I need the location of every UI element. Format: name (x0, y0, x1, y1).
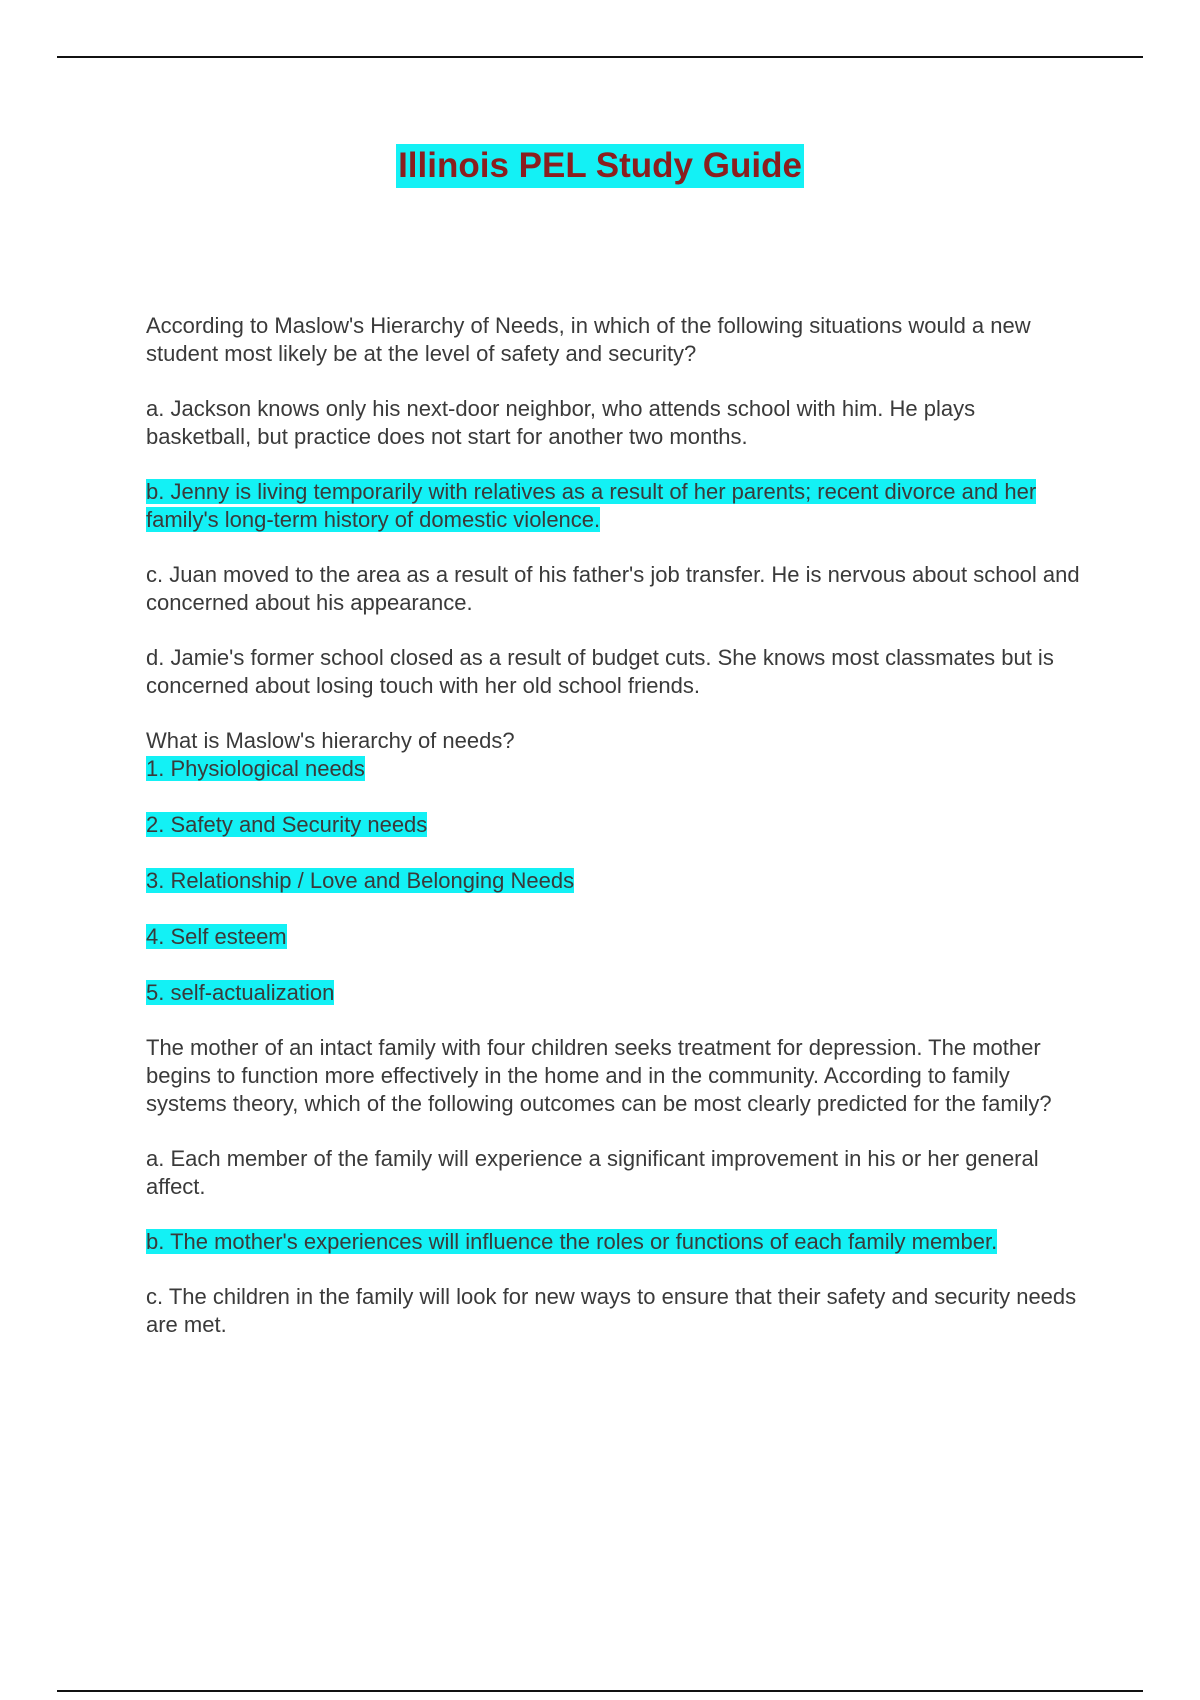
q2-answer-4 (146, 923, 1086, 951)
q2-answer-5-text: 5. self-actualization (146, 980, 335, 1005)
q2-answer-5 (146, 979, 1086, 1007)
q1-option-d-text: d. Jamie's former school closed as a result of budget cuts. She knows most classmates but is concerned about losing touch with her old school friends. (146, 645, 1054, 698)
q1-option-b-correct (146, 478, 1086, 534)
q3-option-b-correct (146, 1228, 1086, 1256)
q2-answer-1-text: 1. Physiological needs (146, 756, 365, 781)
document-body (146, 312, 1086, 1366)
q1-option-a (146, 395, 1086, 451)
q3-option-c (146, 1283, 1086, 1339)
q2-answer-4-text: 4. Self esteem (146, 924, 287, 949)
title-container (0, 144, 1200, 188)
page-title: Illinois PEL Study Guide (396, 144, 804, 188)
q2-answer-1 (146, 755, 1086, 783)
q3-option-b-text: b. The mother's experiences will influence the roles or functions of each family member. (146, 1229, 998, 1254)
q3-option-a (146, 1145, 1086, 1201)
q1-option-c (146, 561, 1086, 617)
q1-question: According to Maslow's Hierarchy of Needs, in which of the following situations would a new student most likely be at the level of safety and security? (146, 313, 1031, 366)
q1-option-d (146, 644, 1086, 700)
top-rule (57, 56, 1143, 58)
bottom-rule (57, 1690, 1143, 1692)
q1-option-a-text: a. Jackson knows only his next-door neighbor, who attends school with him. He plays basketball, but practice does not start for another two months. (146, 396, 976, 449)
q2-question: What is Maslow's hierarchy of needs? (146, 728, 515, 753)
q2-answer-3 (146, 867, 1086, 895)
q1-option-c-text: c. Juan moved to the area as a result of his father's job transfer. He is nervous about school and concerned about his appearance. (146, 562, 1080, 615)
q1-option-b-text: b. Jenny is living temporarily with relatives as a result of her parents; recent divorce and her family's long-term history of domestic violence. (146, 479, 1037, 532)
q2-answer-2-text: 2. Safety and Security needs (146, 812, 428, 837)
q3-option-a-text: a. Each member of the family will experience a significant improvement in his or her general affect. (146, 1146, 1039, 1199)
q3-question: The mother of an intact family with four children seeks treatment for depression. The mother begins to function more effectively in the home and in the community. According to family systems theory, which of the following outcomes can be most clearly predicted for the family? (146, 1035, 1052, 1116)
q2-answer-2 (146, 811, 1086, 839)
q3-option-c-text: c. The children in the family will look for new ways to ensure that their safety and security needs are met. (146, 1284, 1077, 1337)
q2-answer-3-text: 3. Relationship / Love and Belonging Needs (146, 868, 575, 893)
